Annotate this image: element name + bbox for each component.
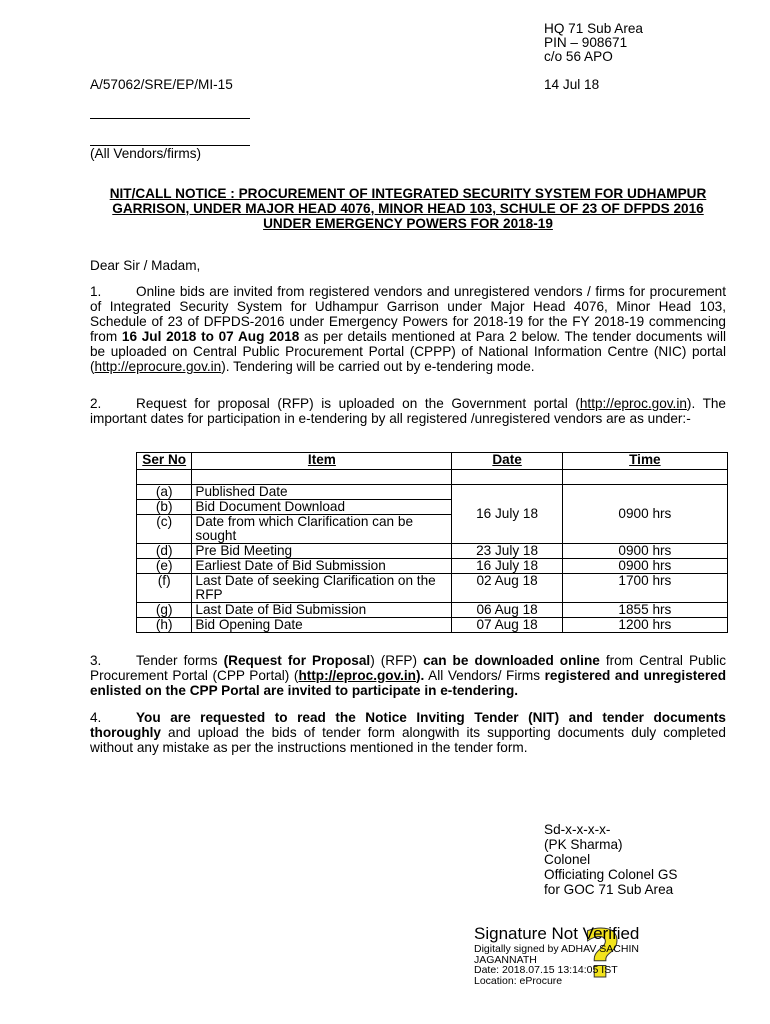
para-4-text-a: and upload the bids of tender form alongwith its supporting documents duly completed without any mistake as per the instructions mentioned in the tender form. <box>90 725 726 755</box>
signatory-for: for GOC 71 Sub Area <box>544 882 674 897</box>
item-cell: Earliest Date of Bid Submission <box>192 559 452 574</box>
table-row <box>137 544 728 559</box>
para-1-text-b: as per details mentioned at Para 2 below. The tender documents will be uploaded on Central Public Procurement Portal (CPPP) of National Information Centre (NIC) portal ( <box>90 329 726 374</box>
header-date: Date <box>452 453 562 470</box>
signature-status: Signature Not Verified <box>474 924 640 943</box>
paragraph-1 <box>90 284 726 374</box>
digital-signature-stamp[interactable] <box>474 916 734 994</box>
paragraph-4 <box>90 710 726 755</box>
letter-date: 14 Jul 18 <box>544 77 600 92</box>
para-3-text-c: from Central Public Procurement Portal (CPP Portal) ( <box>90 653 727 683</box>
signatory-name: (PK Sharma) <box>544 837 623 852</box>
para-1-number: 1. <box>90 284 102 299</box>
para-1-bold-dates: 16 Jul 2018 to 07 Aug 2018 <box>121 329 300 344</box>
reference-number: A/57062/SRE/EP/MI-15 <box>90 77 233 92</box>
table-row <box>137 574 728 603</box>
item-cell: Published Date <box>192 485 452 500</box>
item-cell: Bid Document Download <box>192 500 452 515</box>
ser-cell: (c) <box>137 515 192 544</box>
table-row <box>137 559 728 574</box>
table-header-row <box>137 453 728 470</box>
item-cell: Pre Bid Meeting <box>192 544 452 559</box>
header-time: Time <box>562 453 727 470</box>
time-cell: 0900 hrs <box>562 544 727 559</box>
para-3-text-b: ) (RFP) <box>370 653 424 668</box>
time-cell-merged: 0900 hrs <box>562 485 727 544</box>
time-cell: 0900 hrs <box>562 559 727 574</box>
address-line-3: c/o 56 APO <box>544 49 613 64</box>
ser-cell: (b) <box>137 500 192 515</box>
signature-date: Date: 2018.07.15 13:14:05 IST <box>474 964 618 976</box>
para-1-text-a: Online bids are invited from registered vendors and unregistered vendors / firms for procurement of Integrated Security System for Udhampur Garrison under Major Head 4076, Minor Head 103, Schedule of 23 of DFPDS-2016 under Emergency Powers for 2018-19 for the FY 2018-19 commencing from <box>90 284 726 344</box>
para-2-number: 2. <box>90 396 102 411</box>
table-row <box>137 485 728 500</box>
subject-heading: NIT/CALL NOTICE : PROCUREMENT OF INTEGRATED SECURITY SYSTEM FOR UDHAMPUR GARRISON, UNDER MAJOR HEAD 4076, MINOR HEAD 103, SCHULE OF 23 OF DFPDS 2016 UNDER EMERGENCY POWERS FOR 2018-19 <box>109 186 707 231</box>
ser-cell: (e) <box>137 559 192 574</box>
date-cell: 02 Aug 18 <box>452 574 562 603</box>
sender-address <box>544 21 643 63</box>
table-row <box>137 603 728 618</box>
signature-signed-by: Digitally signed by ADHAV SACHIN <box>474 943 639 955</box>
item-cell: Bid Opening Date <box>192 618 452 633</box>
ser-cell: (h) <box>137 618 192 633</box>
eproc-link[interactable]: http://eproc.gov.in <box>579 396 687 411</box>
schedule-table <box>136 452 728 633</box>
eprocure-link[interactable]: http://eprocure.gov.in <box>94 359 222 374</box>
header-item: Item <box>192 453 452 470</box>
para-2-text-a: Request for proposal (RFP) is uploaded on the Government portal ( <box>136 396 580 411</box>
item-cell: Date from which Clarification can be sought <box>192 515 452 544</box>
date-cell-merged: 16 July 18 <box>452 485 562 544</box>
date-cell: 23 July 18 <box>452 544 562 559</box>
para-3-text-a: Tender forms <box>136 653 224 668</box>
question-mark-icon: ? <box>583 916 622 993</box>
para-3-number: 3. <box>90 653 102 668</box>
signatory-block <box>544 822 678 897</box>
para-3-bold-c: ). <box>416 668 425 683</box>
paragraph-3 <box>90 653 726 698</box>
header-ser-no: Ser No <box>137 453 192 470</box>
time-cell: 1855 hrs <box>562 603 727 618</box>
date-cell: 16 July 18 <box>452 559 562 574</box>
eproc-link-bold[interactable]: http://eproc.gov.in <box>298 668 416 683</box>
address-line-1: HQ 71 Sub Area <box>544 21 643 36</box>
ser-cell: (d) <box>137 544 192 559</box>
signature-signed-by-cont: JAGANNATH <box>474 953 537 966</box>
para-4-number: 4. <box>90 710 102 725</box>
table-empty-row <box>137 470 728 485</box>
time-cell: 1700 hrs <box>562 574 727 603</box>
para-2-text-b: ). The important dates for participation in e-tendering by all registered /unregistered vendors are as under:- <box>90 396 726 426</box>
paragraph-2 <box>90 396 726 426</box>
signatory-appointment: Officiating Colonel GS <box>544 867 678 882</box>
para-3-bold-b: can be downloaded online <box>423 653 600 668</box>
ser-cell: (a) <box>137 485 192 500</box>
table-row <box>137 618 728 633</box>
para-3-text-d: All Vendors/ Firms <box>424 668 545 683</box>
item-cell: Last Date of Bid Submission <box>192 603 452 618</box>
signature-location: Location: eProcure <box>474 974 563 987</box>
signatory-rank: Colonel <box>544 852 591 867</box>
salutation: Dear Sir / Madam, <box>90 258 201 273</box>
para-1-text-c: ). Tendering will be carried out by e-tendering mode. <box>221 359 535 374</box>
signatory-line-1: Sd-x-x-x-x- <box>544 822 611 837</box>
ser-cell: (g) <box>137 603 192 618</box>
item-cell: Last Date of seeking Clarification on the RFP <box>192 574 452 603</box>
date-cell: 06 Aug 18 <box>452 603 562 618</box>
para-3-bold-d: registered and unregistered enlisted on the CPP Portal are invited to participate in e-tendering. <box>90 668 727 698</box>
para-3-bold-a: (Request for Proposal <box>223 653 371 668</box>
addressee: (All Vendors/firms) <box>90 146 202 161</box>
time-cell: 1200 hrs <box>562 618 727 633</box>
date-cell: 07 Aug 18 <box>452 618 562 633</box>
address-line-2: PIN – 908671 <box>544 35 628 50</box>
para-4-bold-a: You are requested to read the Notice Inviting Tender (NIT) and tender documents thoroughly <box>90 710 726 740</box>
ser-cell: (f) <box>137 574 192 603</box>
addressee-blank-line-1 <box>90 118 250 119</box>
